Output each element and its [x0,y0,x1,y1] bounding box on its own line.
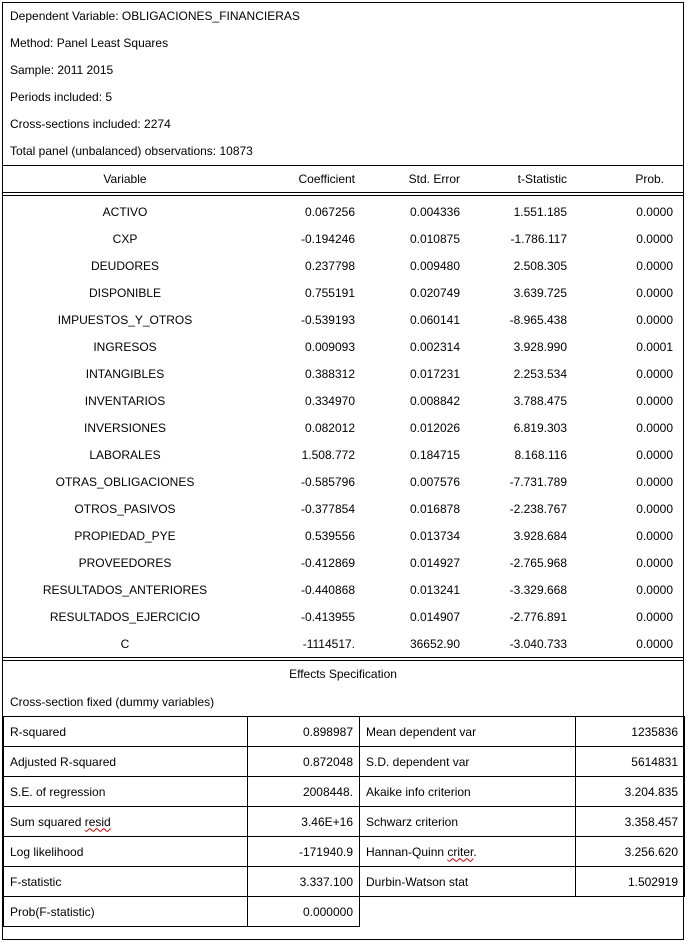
stat-label: S.D. dependent var [360,747,576,777]
t-statistic-cell: 3.639.725 [513,285,567,300]
std-error-cell: 0.009480 [409,258,460,273]
stat-label: Hannan-Quinn criter. [360,837,576,867]
stat-label [360,897,576,927]
prob-cell: 0.0000 [636,474,673,489]
stats-row [4,747,685,777]
t-statistic-cell: 3.788.475 [513,393,567,408]
coefficient-cell: 0.334970 [304,393,355,408]
variable-cell: LABORALES [89,447,161,462]
periods-included: Periods included: 5 [10,90,113,104]
t-statistic-cell: 3.928.684 [513,528,567,543]
std-error-cell: 0.008842 [409,393,460,408]
coefficient-cell: -0.412869 [300,555,355,570]
col-variable: Variable [103,172,147,186]
table-row [3,198,683,225]
method: Method: Panel Least Squares [10,36,169,50]
prob-cell: 0.0000 [636,609,673,624]
variable-cell: DISPONIBLE [88,285,162,300]
stats-row [4,777,685,807]
std-error-cell: 0.002314 [409,339,460,354]
stat-value: 3.358.457 [576,807,685,837]
coefficient-cell: -0.585796 [300,474,355,489]
table-row [3,414,683,441]
coefficient-cell: 0.388312 [304,366,355,381]
stat-label: R-squared [4,717,248,747]
prob-cell: 0.0000 [636,501,673,516]
stat-label: Prob(F-statistic) [4,897,248,927]
std-error-cell: 0.007576 [409,474,460,489]
t-statistic-cell: -2.238.767 [509,501,567,516]
sample: Sample: 2011 2015 [10,63,114,77]
std-error-cell: 0.014907 [409,609,460,624]
table-row [3,468,683,495]
variable-cell: IMPUESTOS_Y_OTROS [57,312,193,327]
stat-value: 1235836 [576,717,685,747]
stat-value [576,897,685,927]
stats-row [4,897,685,927]
coefficient-cell: -1114517. [302,636,355,651]
cross-sections-included: Cross-sections included: 2274 [10,117,171,131]
table-row [3,225,683,252]
table-row [3,522,683,549]
variable-cell: PROPIEDAD_PYE [74,528,176,543]
std-error-cell: 0.020749 [409,285,460,300]
std-error-cell: 0.016878 [409,501,460,516]
std-error-cell: 0.013241 [409,582,460,597]
variable-cell: C [120,636,130,651]
table-row [3,576,683,603]
effects-specification-title: Effects Specification [289,667,397,681]
variable-cell: INVENTARIOS [84,393,166,408]
spellcheck-mark: resid [84,814,111,829]
variable-cell: CXP [112,231,138,246]
coefficient-table [3,196,683,657]
stat-value: 3.46E+16 [248,807,360,837]
stat-value: 5614831 [576,747,685,777]
coefficient-cell: 1.508.772 [301,447,355,462]
variable-cell: DEUDORES [90,258,159,273]
stat-label: Durbin-Watson stat [360,867,576,897]
prob-cell: 0.0000 [636,366,673,381]
coefficient-cell: -0.539193 [300,312,355,327]
coefficient-cell: 0.009093 [304,339,355,354]
t-statistic-cell: 1.551.185 [513,204,567,219]
table-row [3,441,683,468]
std-error-cell: 0.013734 [409,528,460,543]
effects-specification-subtitle: Cross-section fixed (dummy variables) [10,695,215,709]
summary-statistics-table [3,716,685,927]
prob-cell: 0.0000 [636,447,673,462]
t-statistic-cell: 2.508.305 [513,258,567,273]
t-statistic-cell: 8.168.116 [514,447,567,462]
prob-cell: 0.0000 [636,420,673,435]
stat-value: 0.872048 [248,747,360,777]
table-row [3,252,683,279]
stat-label: Akaike info criterion [360,777,576,807]
std-error-cell: 0.010875 [409,231,460,246]
col-std-error: Std. Error [408,172,460,186]
stat-value: 2008448. [248,777,360,807]
table-row [3,360,683,387]
t-statistic-cell: 2.253.534 [513,366,567,381]
variable-cell: ACTIVO [102,204,148,219]
t-statistic-cell: 6.819.303 [513,420,567,435]
std-error-cell: 36652.90 [409,636,460,651]
regression-output [2,2,684,940]
t-statistic-cell: -3.329.668 [509,582,567,597]
col-t-statistic: t-Statistic [517,172,567,186]
prob-cell: 0.0000 [636,258,673,273]
coefficient-cell: 0.539556 [304,528,355,543]
stat-value: 0.898987 [248,717,360,747]
prob-cell: 0.0000 [636,582,673,597]
t-statistic-cell: -3.040.733 [509,636,567,651]
column-headers [3,165,683,192]
stats-row [4,807,685,837]
coefficient-cell: 0.755191 [304,285,355,300]
table-row [3,306,683,333]
table-row [3,603,683,630]
stats-row [4,717,685,747]
prob-cell: 0.0000 [636,636,673,651]
coefficient-cell: -0.194246 [300,231,355,246]
t-statistic-cell: -7.731.789 [509,474,567,489]
total-observations: Total panel (unbalanced) observations: 10873 [10,144,253,158]
coefficient-cell: -0.377854 [300,501,355,516]
std-error-cell: 0.017231 [409,366,460,381]
prob-cell: 0.0000 [636,528,673,543]
prob-cell: 0.0000 [636,393,673,408]
std-error-cell: 0.012026 [409,420,460,435]
stat-label: Adjusted R-squared [4,747,248,777]
coefficient-cell: -0.440868 [300,582,355,597]
stat-value: 3.256.620 [576,837,685,867]
std-error-cell: 0.184715 [409,447,460,462]
coefficient-cell: 0.082012 [304,420,355,435]
coefficient-cell: -0.413955 [300,609,355,624]
col-coefficient: Coefficient [298,172,355,186]
t-statistic-cell: 3.928.990 [513,339,567,354]
std-error-cell: 0.014927 [409,555,460,570]
coefficient-cell: 0.067256 [304,204,355,219]
variable-cell: INGRESOS [93,339,157,354]
stat-value: 3.337.100 [248,867,360,897]
variable-cell: RESULTADOS_ANTERIORES [42,582,208,597]
prob-cell: 0.0000 [636,555,673,570]
output-header [3,3,683,165]
std-error-cell: 0.004336 [409,204,460,219]
t-statistic-cell: -2.776.891 [509,609,567,624]
variable-cell: INTANGIBLES [85,366,165,381]
variable-cell: RESULTADOS_EJERCICIO [49,609,201,624]
stats-row [4,867,685,897]
table-row [3,387,683,414]
prob-cell: 0.0001 [636,339,673,354]
stats-row [4,837,685,867]
table-row [3,333,683,360]
spellcheck-mark: criter [447,844,474,859]
t-statistic-cell: -2.765.968 [509,555,567,570]
stat-value: 0.000000 [248,897,360,927]
std-error-cell: 0.060141 [409,312,460,327]
stat-label: Log likelihood [4,837,248,867]
prob-cell: 0.0000 [636,312,673,327]
variable-cell: PROVEEDORES [78,555,172,570]
stat-value: 1.502919 [576,867,685,897]
variable-cell: OTROS_PASIVOS [74,501,176,516]
t-statistic-cell: -8.965.438 [509,312,567,327]
coefficient-cell: 0.237798 [304,258,355,273]
table-row [3,279,683,306]
col-prob: Prob. [635,172,664,186]
stat-label: S.E. of regression [4,777,248,807]
stat-label: Mean dependent var [360,717,576,747]
table-row [3,549,683,576]
stat-value: 3.204.835 [576,777,685,807]
table-row [3,495,683,522]
stat-label: Sum squared resid [4,807,248,837]
t-statistic-cell: -1.786.117 [510,231,567,246]
dependent-variable: Dependent Variable: OBLIGACIONES_FINANCIERAS [10,9,300,23]
variable-cell: OTRAS_OBLIGACIONES [55,474,195,489]
variable-cell: INVERSIONES [83,420,167,435]
table-row [3,630,683,657]
stat-label: F-statistic [4,867,248,897]
prob-cell: 0.0000 [636,285,673,300]
stat-value: -171940.9 [248,837,360,867]
prob-cell: 0.0000 [636,204,673,219]
prob-cell: 0.0000 [636,231,673,246]
stat-label: Schwarz criterion [360,807,576,837]
